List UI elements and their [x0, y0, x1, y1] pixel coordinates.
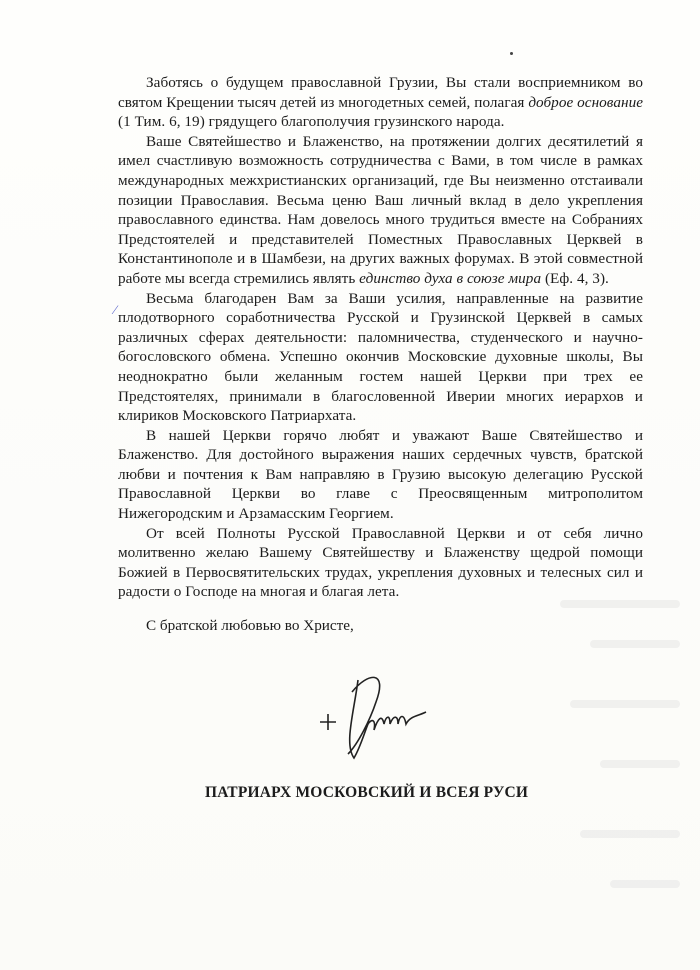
bleed-through — [570, 700, 680, 708]
paragraph: От всей Полноты Русской Православной Церкви и от себя лично молитвенно желаю Вашему Святейшеству и Блаженству щедрой помощи Божией в Первосвятительских трудах, укрепления духовных и телесных сил и радости о Господе на многая и благая лета. — [118, 524, 643, 601]
signature-image — [318, 662, 438, 762]
closing-greeting: С братской любовью во Христе, — [146, 617, 354, 634]
italic-quote: доброе основание — [528, 93, 644, 111]
bleed-through — [600, 760, 680, 768]
pen-mark-icon: ∕ — [114, 302, 117, 317]
bleed-through — [580, 830, 680, 838]
letter-body — [118, 73, 643, 602]
bleed-through — [590, 640, 680, 648]
paragraph: В нашей Церкви горячо любят и уважают Ваше Святейшество и Блаженство. Для достойного выражения наших сердечных чувств, братской любви и почтения к Вам направляю в Грузию высокую делегацию Русской Православной Церкви во главе с Преосвященным митрополитом Нижегородским и Арзамасским Георгием. — [118, 426, 643, 523]
speck — [510, 52, 513, 55]
italic-quote: единство духа в союзе мира — [359, 269, 542, 287]
paragraph: Заботясь о будущем православной Грузии, Вы стали восприемником во святом Крещении тысяч детей из многодетных семей, полагая доброе основание (1 Тим. 6, 19) грядущего благополучия грузинского народа. — [118, 74, 644, 131]
paragraph: Весьма благодарен Вам за Ваши усилия, направленные на развитие плодотворного соработничества Русской и Грузинской Церквей в самых различных сферах деятельности: паломничества, студенческого и научно-богословского обмена. Успешно окончив Московские духовные школы, Вы неоднократно были желанным гостем нашей Церкви при трех ее Предстоятелях, принимали в благословенной Иверии многих иерархов и клириков Московского Патриархата. — [118, 289, 643, 425]
signer-title: ПАТРИАРХ МОСКОВСКИЙ И ВСЕЯ РУСИ — [205, 784, 529, 801]
bleed-through — [610, 880, 680, 888]
paragraph: Ваше Святейшество и Блаженство, на протяжении долгих десятилетий я имел счастливую возможность сотрудничества с Вами, в том числе в рамках международных межхристианских организаций, где Вы неизменно отстаивали позиции Православия. Весьма ценю Ваш личный вклад в дело укрепления православного единства. Нам довелось много трудиться вместе на Собраниях Предстоятелей и представителей Поместных Православных Церквей в Константинополе и в Шамбези, на других важных форумах. В этой совместной работе мы всегда стремились являть единство духа в союзе мира (Еф. 4, 3). — [118, 132, 643, 287]
